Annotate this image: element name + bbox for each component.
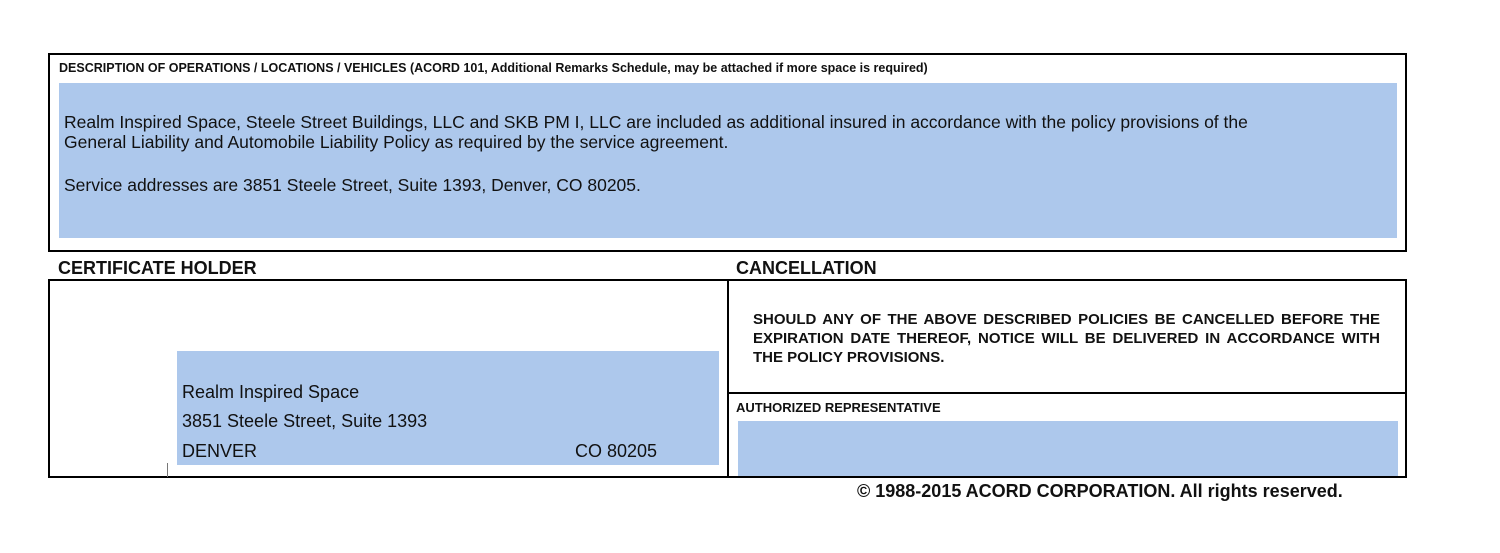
authorized-signature-field[interactable] <box>738 421 1398 476</box>
description-line-1: Realm Inspired Space, Steele Street Buildings, LLC and SKB PM I, LLC are included as additional insured in accordance with the policy provisions of the <box>64 112 1248 132</box>
copyright-notice: © 1988-2015 ACORD CORPORATION. All rights reserved. <box>857 481 1343 501</box>
description-header: DESCRIPTION OF OPERATIONS / LOCATIONS / VEHICLES (ACORD 101, Additional Remarks Schedule, may be attached if more space is required) <box>59 61 928 75</box>
description-field[interactable] <box>59 83 1397 238</box>
holder-street: 3851 Steele Street, Suite 1393 <box>182 411 428 431</box>
certificate-holder-title: CERTIFICATE HOLDER <box>58 258 257 278</box>
authorized-representative-label: AUTHORIZED REPRESENTATIVE <box>736 400 941 415</box>
description-line-2: General Liability and Automobile Liability Policy as required by the service agreement. <box>64 132 729 152</box>
description-line-3: Service addresses are 3851 Steele Street, Suite 1393, Denver, CO 80205. <box>64 175 641 195</box>
holder-cancellation-section <box>48 279 1407 478</box>
certificate-holder-field[interactable] <box>177 351 719 465</box>
horizontal-divider <box>729 392 1405 394</box>
holder-name: Realm Inspired Space <box>182 382 360 402</box>
tick-mark <box>167 463 168 477</box>
cancellation-text: SHOULD ANY OF THE ABOVE DESCRIBED POLICIES BE CANCELLED BEFORE THE EXPIRATION DATE THEREOF, NOTICE WILL BE DELIVERED IN ACCORDANCE WITH THE POLICY PROVISIONS. <box>753 311 1380 366</box>
holder-city: DENVER <box>182 441 258 461</box>
holder-state-zip: CO 80205 <box>575 441 658 461</box>
description-of-operations-section <box>48 53 1407 252</box>
cancellation-title: CANCELLATION <box>736 258 877 278</box>
vertical-divider <box>727 281 729 476</box>
